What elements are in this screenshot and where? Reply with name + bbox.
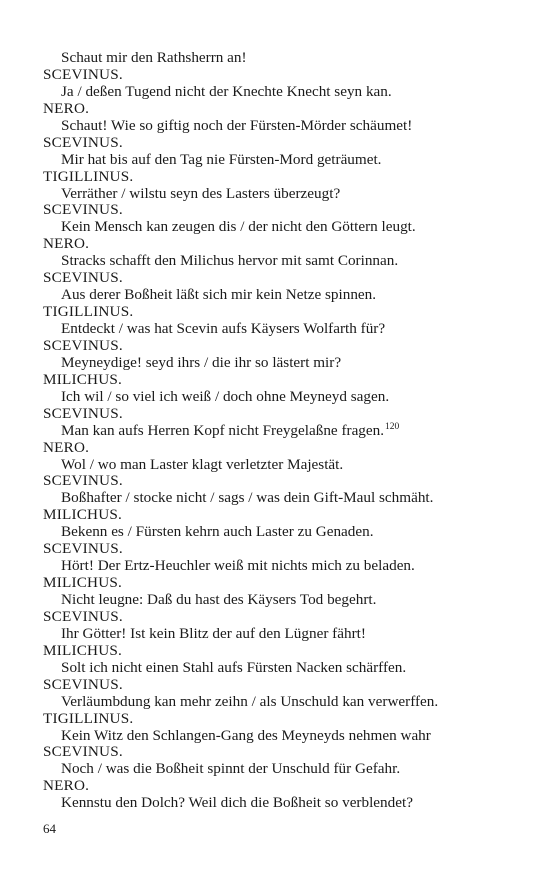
speaker-name <box>43 744 513 761</box>
speaker-label: SCEVINUS. <box>43 675 123 693</box>
speaker-name <box>43 101 513 118</box>
speaker-label: SCEVINUS. <box>43 743 123 761</box>
verse-line <box>43 287 513 304</box>
verse-line <box>43 761 513 778</box>
verse-line <box>43 389 513 406</box>
speaker-name <box>43 202 513 219</box>
speaker-label: TIGILLINUS. <box>43 167 134 185</box>
speaker-name <box>43 270 513 287</box>
speaker-label: NERO. <box>43 438 90 456</box>
verse-line <box>43 355 513 372</box>
speaker-label: SCEVINUS. <box>43 336 123 354</box>
speaker-label: NERO. <box>43 235 90 253</box>
verse-line <box>43 118 513 135</box>
speaker-label: MILICHUS. <box>43 506 123 524</box>
verse-text: Nicht leugne: Daß du hast des Käysers Tod begehrt. <box>61 591 377 608</box>
verse-text: Bekenn es / Fürsten kehrn auch Laster zu Genaden. <box>61 523 374 541</box>
speaker-label: SCEVINUS. <box>43 65 123 83</box>
speaker-name <box>43 778 513 795</box>
speaker-label: NERO. <box>43 99 90 117</box>
speaker-label: SCEVINUS. <box>43 133 123 151</box>
speaker-label: SCEVINUS. <box>43 201 123 219</box>
verse-text: Verräther / wilstu seyn des Lasters überzeugt? <box>61 184 341 202</box>
verse-line <box>43 558 513 575</box>
verse-text: Noch / was die Boßheit spinnt der Unschuld für Gefahr. <box>61 760 401 778</box>
drama-text <box>43 50 513 812</box>
verse-line <box>43 524 513 541</box>
speaker-label: SCEVINUS. <box>43 269 123 287</box>
verse-text: Schaut! Wie so giftig noch der Fürsten-Mörder schäumet! <box>61 116 413 134</box>
speaker-label: SCEVINUS. <box>43 404 123 422</box>
verse-line <box>43 219 513 236</box>
verse-line <box>43 152 513 169</box>
speaker-name <box>43 473 513 490</box>
speaker-name <box>43 304 513 321</box>
verse-line <box>43 694 513 711</box>
verse-text: Kein Mensch kan zeugen dis / der nicht den Göttern leugt. <box>61 218 416 236</box>
verse-line <box>43 423 513 440</box>
verse-text: Wol / wo man Laster klagt verletzter Majestät. <box>61 455 344 473</box>
speaker-label: MILICHUS. <box>43 370 123 388</box>
verse-line <box>43 50 513 67</box>
page-number: 64 <box>43 821 56 836</box>
speaker-label: TIGILLINUS. <box>43 303 134 321</box>
speaker-name <box>43 609 513 626</box>
verse-text: Solt ich nicht einen Stahl aufs Fürsten Nacken schärffen. <box>61 658 407 676</box>
speaker-name <box>43 169 513 186</box>
speaker-name <box>43 236 513 253</box>
verse-text: Ja / deßen Tugend nicht der Knechte Knecht seyn kan. <box>61 82 392 100</box>
verse-text: Verläumbdung kan mehr zeihn / als Unschuld kan verwerffen. <box>61 692 439 710</box>
verse-line <box>43 186 513 203</box>
speaker-label: SCEVINUS. <box>43 540 123 558</box>
speaker-name <box>43 338 513 355</box>
verse-text: Ich wil / so viel ich weiß / doch ohne Meyneyd sagen. <box>61 387 390 405</box>
verse-text: Schaut mir den Rathsherrn an! <box>61 49 247 66</box>
speaker-name <box>43 135 513 152</box>
speaker-label: SCEVINUS. <box>43 607 123 625</box>
verse-text: Aus derer Boßheit läßt sich mir kein Netze spinnen. <box>61 286 377 304</box>
verse-line <box>43 457 513 474</box>
verse-text: Ihr Götter! Ist kein Blitz der auf den Lügner fährt! <box>61 624 366 642</box>
speaker-label: MILICHUS. <box>43 641 123 659</box>
speaker-label: SCEVINUS. <box>43 472 123 490</box>
verse-text: Boßhafter / stocke nicht / sags / was dein Gift-Maul schmäht. <box>61 489 434 507</box>
verse-text: Mir hat bis auf den Tag nie Fürsten-Mord geträumet. <box>61 150 382 168</box>
verse-text: Kein Witz den Schlangen-Gang des Meyneyds nehmen wahr <box>61 726 431 744</box>
verse-line <box>43 728 513 745</box>
verse-line <box>43 592 513 609</box>
verse-line <box>43 626 513 643</box>
verse-text: Stracks schafft den Milichus hervor mit samt Corinnan. <box>61 252 399 270</box>
speaker-name <box>43 575 513 592</box>
verse-text: Entdeckt / was hat Scevin aufs Käysers Wolfarth für? <box>61 320 386 337</box>
verse-line <box>43 321 513 338</box>
verse-line <box>43 84 513 101</box>
speaker-name <box>43 67 513 84</box>
verse-text: Meyneydige! seyd ihrs / die ihr so lästert mir? <box>61 353 342 371</box>
speaker-label: MILICHUS. <box>43 574 123 592</box>
verse-line <box>43 253 513 270</box>
verse-line <box>43 660 513 677</box>
speaker-label: TIGILLINUS. <box>43 709 134 727</box>
speaker-name <box>43 643 513 660</box>
verse-text: Man kan aufs Herren Kopf nicht Freygelaßne fragen. <box>61 421 385 439</box>
speaker-name <box>43 711 513 728</box>
verse-text: Kennstu den Dolch? Weil dich die Boßheit so verblendet? <box>61 794 413 812</box>
footnote-marker[interactable]: 120 <box>385 421 400 432</box>
speaker-name <box>43 440 513 457</box>
speaker-name <box>43 406 513 423</box>
verse-line <box>43 795 513 812</box>
speaker-name <box>43 372 513 389</box>
speaker-label: NERO. <box>43 777 90 795</box>
verse-text: Hört! Der Ertz-Heuchler weiß mit nichts mich zu beladen. <box>61 557 415 575</box>
speaker-name <box>43 541 513 558</box>
speaker-name <box>43 677 513 694</box>
verse-line <box>43 490 513 507</box>
speaker-name <box>43 507 513 524</box>
